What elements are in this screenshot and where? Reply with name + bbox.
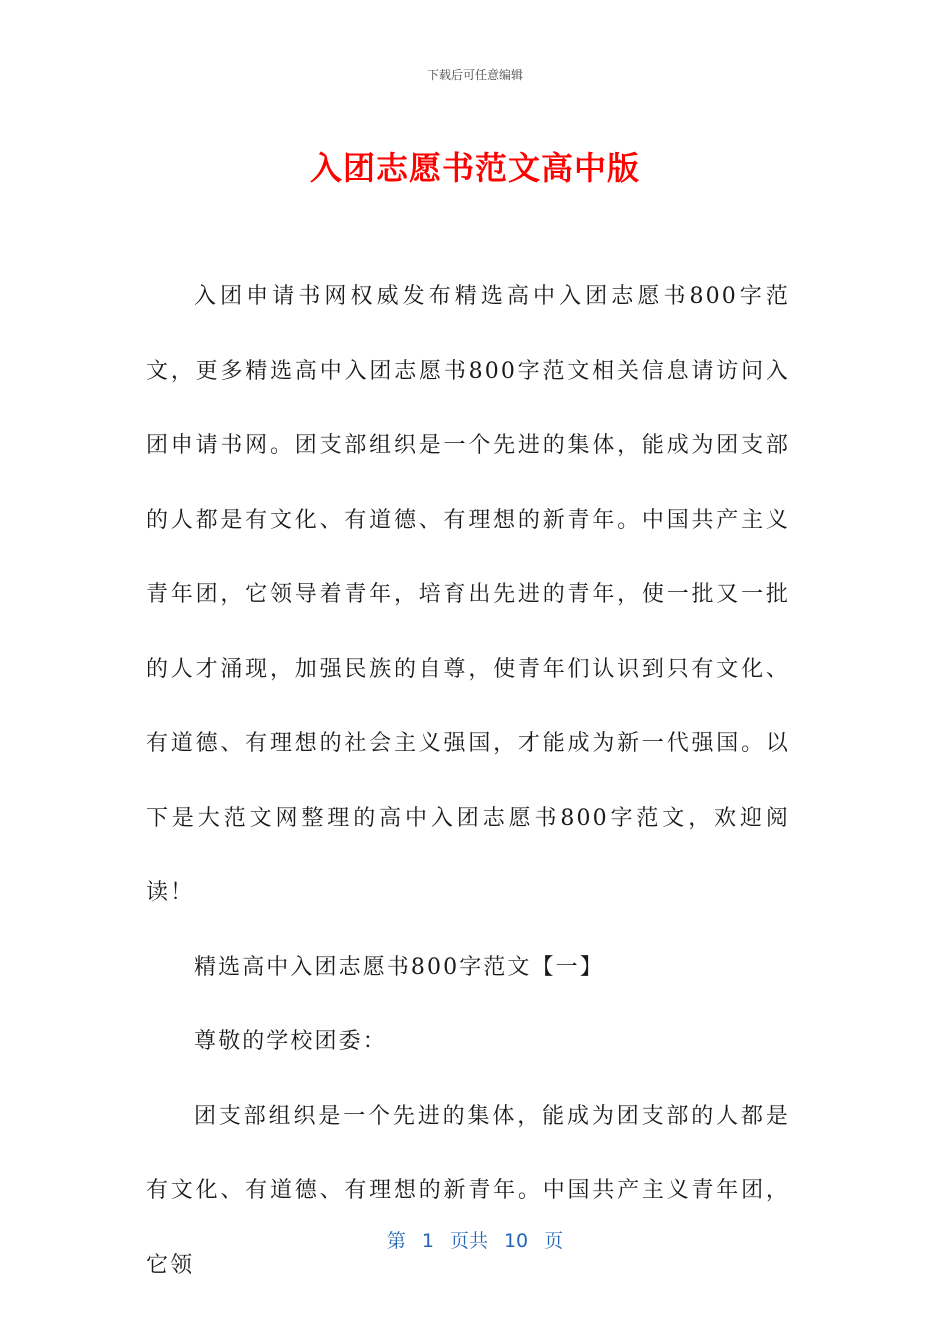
document-title: 入团志愿书范文高中版 xyxy=(309,149,640,187)
footer-total-pages: 10 xyxy=(503,1230,529,1252)
footer-page-prefix: 第 xyxy=(386,1230,406,1252)
page-footer xyxy=(0,1226,950,1253)
footer-page-middle: 页共 xyxy=(449,1230,488,1252)
paragraph-intro: 入团申请书网权威发布精选高中入团志愿书800字范文，更多精选高中入团志愿书800字范文相关信息请访问入团申请书网。团支部组织是一个先进的集体，能成为团支部的人都是有文化、有道德、有理想的新青年。中国共产主义青年团，它领导着青年，培育出先进的青年，使一批又一批的人才涌现，加强民族的自尊，使青年们认识到只有文化、有道德、有理想的社会主义强国，才能成为新一代强国。以下是大范文网整理的高中入团志愿书800字范文，欢迎阅读！ xyxy=(146,284,790,905)
footer-current-page: 1 xyxy=(421,1230,434,1252)
paragraph-section-heading: 精选高中入团志愿书800字范文【一】 xyxy=(194,954,604,980)
document-body xyxy=(146,260,790,1303)
footer-page-suffix: 页 xyxy=(544,1230,564,1252)
paragraph-salutation: 尊敬的学校团委： xyxy=(194,1029,387,1054)
paragraph-body: 团支部组织是一个先进的集体，能成为团支部的人都是有文化、有道德、有理想的新青年。中国共产主义青年团，它领 xyxy=(146,1103,790,1278)
page-header-note: 下载后可任意编辑 xyxy=(426,68,523,82)
